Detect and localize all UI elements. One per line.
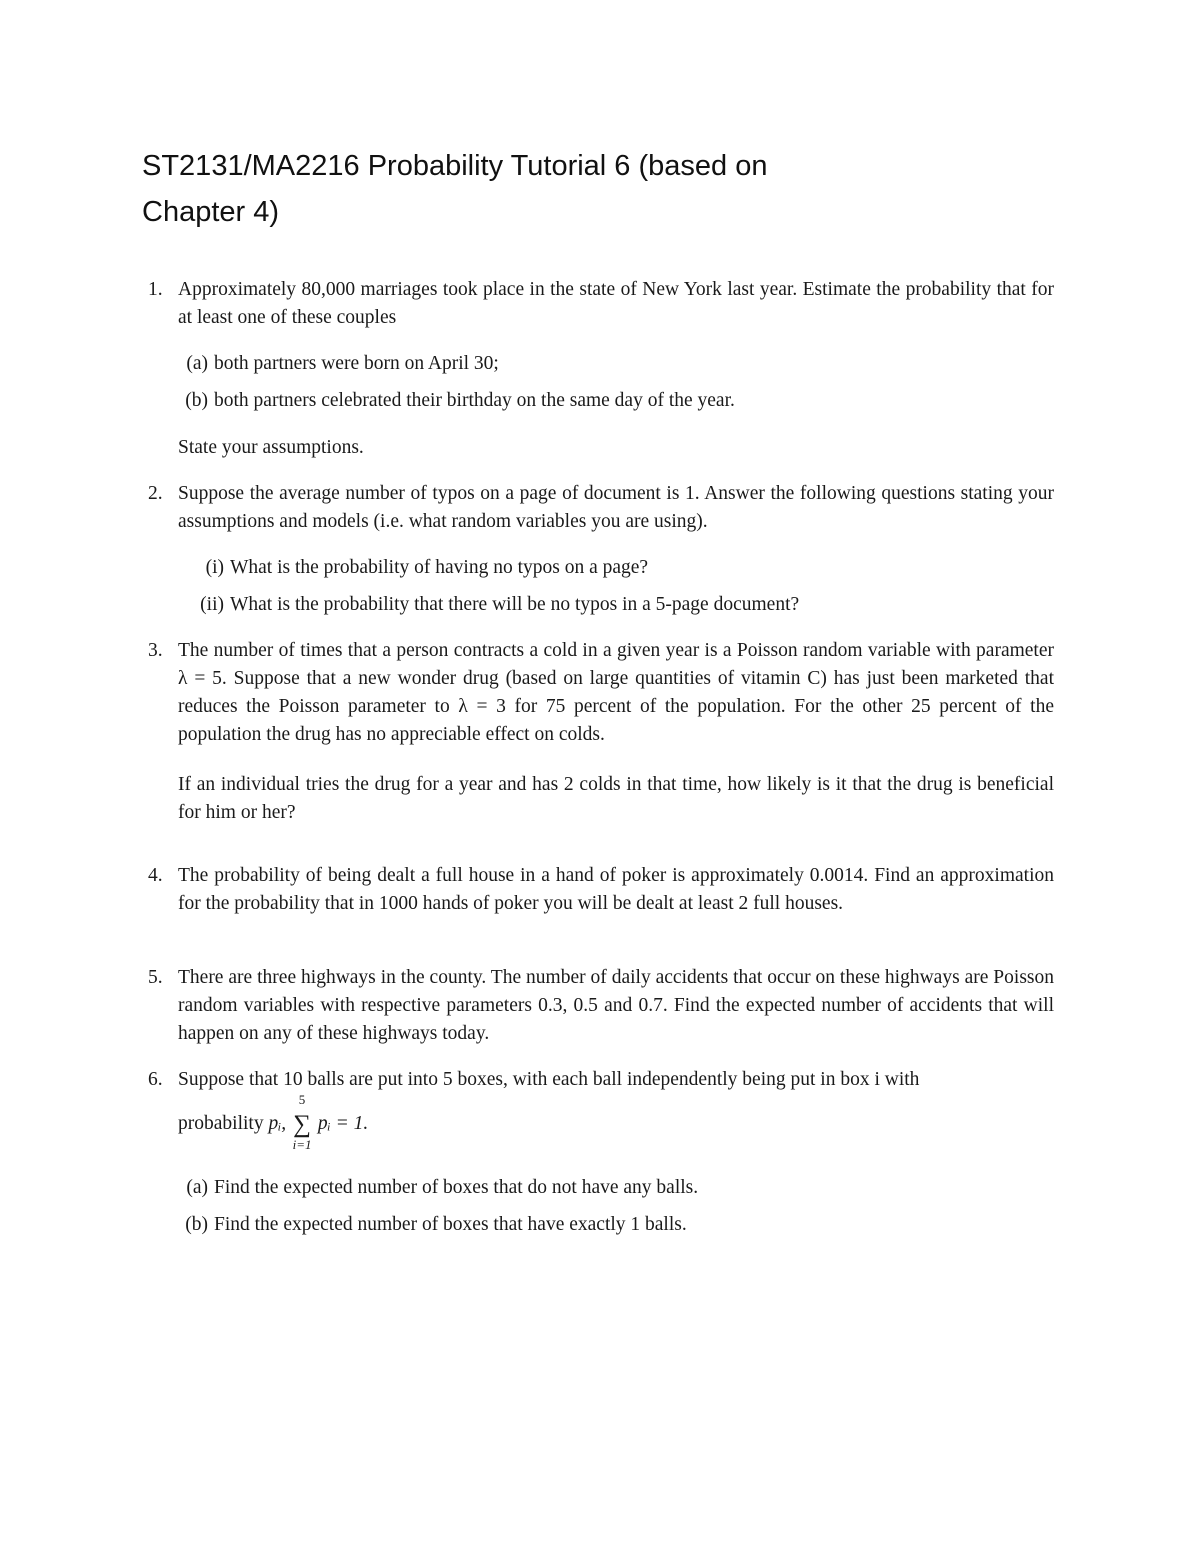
sub-item-text: both partners were born on April 30; — [214, 353, 499, 374]
sub-item-label: (a) — [186, 353, 208, 374]
formula-pi: pᵢ, — [268, 1113, 287, 1134]
sub-item-i — [205, 554, 1054, 582]
question-number: 6. — [148, 1069, 163, 1090]
sub-item-ii — [200, 591, 1054, 619]
question-note: State your assumptions. — [178, 437, 364, 458]
sub-item-label: (b) — [185, 1214, 208, 1235]
question-5 — [142, 964, 1054, 1048]
sub-item-b — [185, 387, 1054, 415]
sigma-glyph: ∑ — [293, 1111, 311, 1138]
question-4 — [142, 862, 1054, 918]
question-text: Approximately 80,000 marriages took place in the state of New York last year. Estimate the probability that for at least one of these couples — [178, 279, 1054, 328]
sub-item-text: What is the probability of having no typos on a page? — [230, 557, 649, 578]
sub-item-b — [185, 1211, 1054, 1239]
summation-upper-limit: 5 — [298, 1092, 306, 1107]
question-number: 1. — [148, 279, 163, 300]
question-1 — [142, 276, 1054, 462]
summation-lower-limit: i=1 — [292, 1137, 312, 1152]
question-text: Suppose that 10 balls are put into 5 boxes, with each ball independently being put in box i with — [178, 1069, 920, 1090]
summation-symbol — [291, 1092, 313, 1152]
formula-term: pᵢ = 1. — [317, 1113, 369, 1134]
question-number: 4. — [148, 865, 163, 886]
sub-item-label: (a) — [186, 1177, 208, 1198]
question-followup: If an individual tries the drug for a year and has 2 colds in that time, how likely is it that the drug is beneficial for him or her? — [178, 774, 1054, 823]
question-number: 5. — [148, 967, 163, 988]
sub-item-a — [186, 350, 1054, 378]
sub-item-label: (ii) — [200, 594, 224, 615]
sub-item-label: (b) — [185, 390, 208, 411]
title-line-2: Chapter 4) — [142, 196, 280, 228]
question-6 — [142, 1066, 1054, 1239]
sub-item-label: (i) — [205, 557, 224, 578]
sub-item-a — [186, 1174, 1054, 1202]
question-number: 3. — [148, 640, 163, 661]
question-text: There are three highways in the county. The number of daily accidents that occur on these highways are Poisson random variables with respective parameters 0.3, 0.5 and 0.7. Find the expected number of accidents that will happen on any of these highways today. — [178, 967, 1054, 1044]
question-number: 2. — [148, 483, 163, 504]
question-text: Suppose the average number of typos on a page of document is 1. Answer the following questions stating your assumptions and models (i.e. what random variables you are using). — [178, 483, 1054, 532]
sub-item-text: Find the expected number of boxes that have exactly 1 balls. — [214, 1214, 687, 1235]
sub-item-text: both partners celebrated their birthday on the same day of the year. — [214, 390, 735, 411]
formula-prefix: probability — [178, 1113, 264, 1134]
probability-formula — [178, 1092, 1054, 1152]
question-2 — [142, 480, 1054, 619]
title-line-1: ST2131/MA2216 Probability Tutorial 6 (based on — [142, 150, 768, 182]
question-text: The probability of being dealt a full house in a hand of poker is approximately 0.0014. Find an approximation for the probability that in 1000 hands of poker you will be dealt at least 2 full houses. — [178, 865, 1054, 914]
sub-item-text: Find the expected number of boxes that do not have any balls. — [214, 1177, 699, 1198]
question-text: The number of times that a person contracts a cold in a given year is a Poisson random variable with parameter λ = 5. Suppose that a new wonder drug (based on large quantities of vitamin C) has just been marketed that reduces the Poisson parameter to λ = 3 for 75 percent of the population. For the other 25 percent of the population the drug has no appreciable effect on colds. — [178, 640, 1054, 745]
sub-item-text: What is the probability that there will be no typos in a 5-page document? — [230, 594, 800, 615]
page-title — [142, 143, 1082, 235]
question-3 — [142, 637, 1054, 827]
